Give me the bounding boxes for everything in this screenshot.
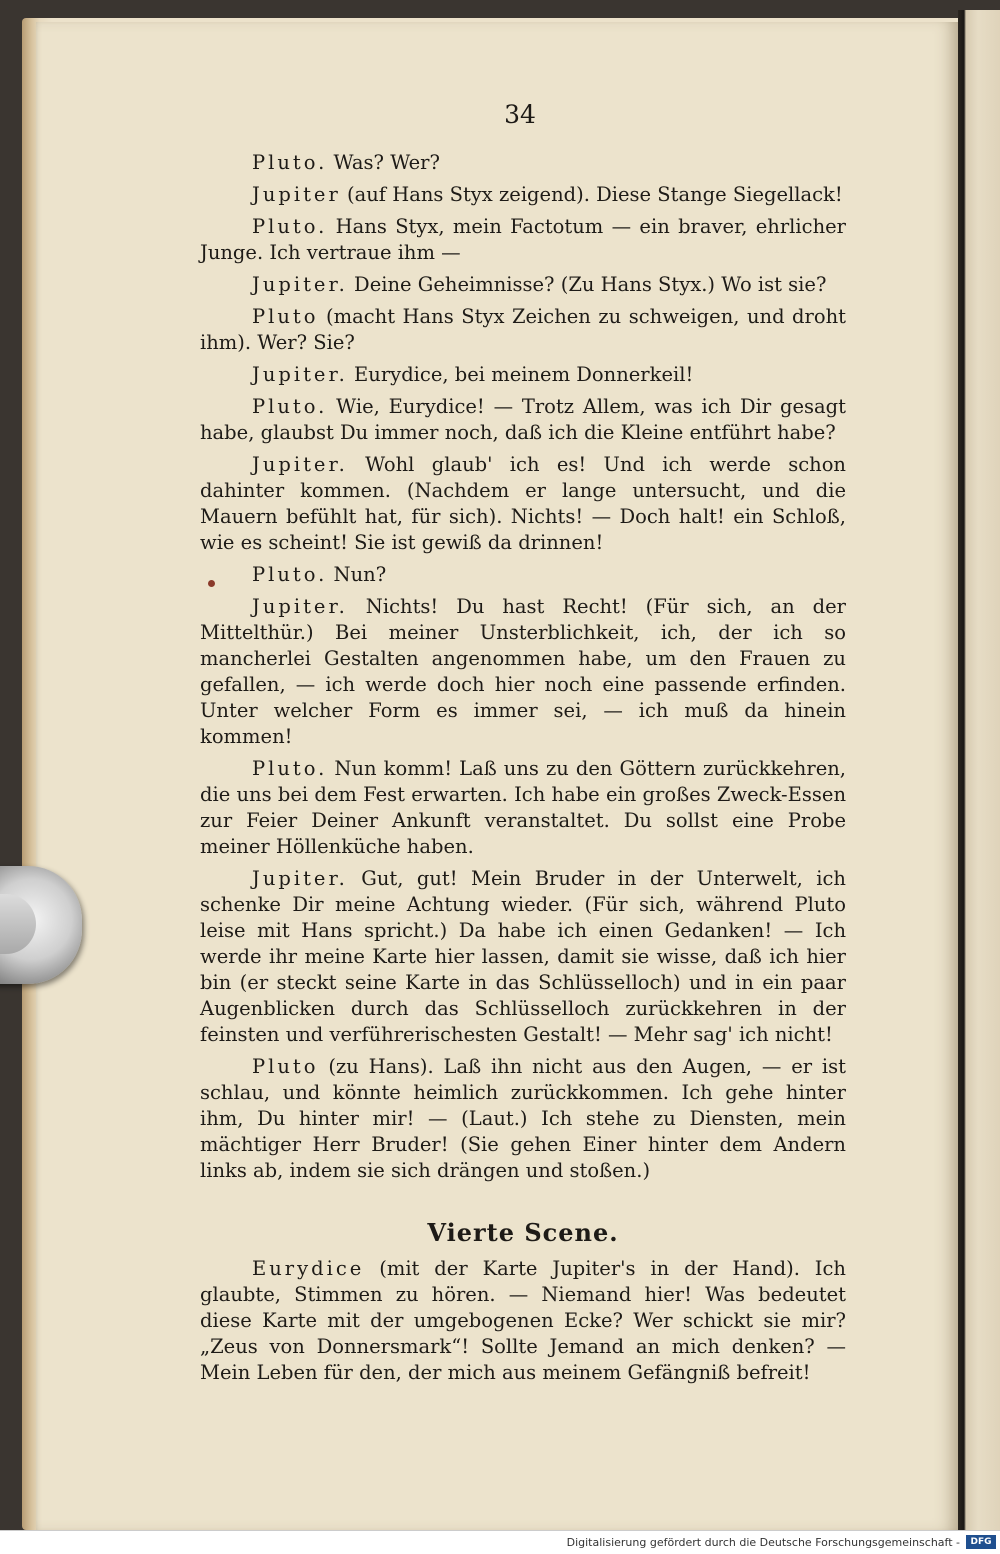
paragraph-text: (mit der Karte Jupiter's in der Hand). Ich glaubte, Stimmen zu hören. — Niemand hier! Was bedeutet diese Karte mit der umgebogenen Ecke? Wer schickt sie mir? „Zeus von Donnersmark“! Sollte Jemand an mich denken? — Mein Leben für den, der mich aus meinem Gefängniß befreit!	[200, 1257, 846, 1384]
paragraph	[200, 452, 846, 556]
paragraph-text: (auf Hans Styx zeigend). Diese Stange Siegellack!	[340, 183, 843, 206]
paragraph-text: Hans Styx, mein Factotum — ein braver, ehrlicher Junge. Ich vertraue ihm —	[200, 215, 846, 264]
paragraph-text: Eurydice, bei meinem Donnerkeil!	[347, 363, 694, 386]
footer-credit: Digitalisierung gefördert durch die Deutsche Forschungsgemeinschaft -	[566, 1536, 960, 1549]
paragraph	[200, 362, 846, 388]
paragraph	[200, 1256, 846, 1386]
paragraph-text: (zu Hans). Laß ihn nicht aus den Augen, — er ist schlau, und könnte heimlich zurückkommen. Ich gehe hinter ihm, Du hinter mir! — (Laut.) Ich stehe zu Diensten, mein mächtiger Herr Bruder! (Sie gehen Einer hinter dem Andern links ab, indem sie sich drängen und stoßen.)	[200, 1055, 846, 1182]
speaker-name: Pluto	[252, 305, 319, 328]
page-number: 34	[504, 100, 536, 129]
facing-page-edge	[958, 10, 1000, 1530]
speaker-name: Pluto.	[252, 151, 328, 174]
speaker-name: Jupiter.	[252, 453, 348, 476]
paragraph-text: Nun?	[327, 563, 387, 586]
paragraph	[200, 304, 846, 356]
paragraph	[200, 594, 846, 750]
paragraph-text: Nun komm! Laß uns zu den Göttern zurückkehren, die uns bei dem Fest erwarten. Ich habe ein großes Zweck-Essen zur Feier Deiner Ankunft veranstaltet. Du sollst eine Probe meiner Höllenküche haben.	[200, 757, 846, 858]
paragraph-text: Deine Geheimnisse? (Zu Hans Styx.) Wo ist sie?	[347, 273, 827, 296]
speaker-name: Pluto.	[252, 757, 328, 780]
paragraph	[200, 562, 846, 588]
footer-bar	[0, 1530, 1000, 1554]
speaker-name: Pluto	[252, 1055, 319, 1078]
speaker-name: Eurydice	[252, 1257, 365, 1280]
scene-heading: Vierte Scene.	[427, 1218, 619, 1247]
speaker-name: Jupiter.	[252, 595, 348, 618]
page-clip-inner	[0, 894, 36, 954]
paragraph-text: Gut, gut! Mein Bruder in der Unterwelt, ich schenke Dir meine Achtung wieder. (Für sich, während Pluto leise mit Hans spricht.) Da habe ich einen Gedanken! — Ich werde ihr meine Karte hier lassen, damit sie wisse, daß ich hier bin (er steckt seine Karte in das Schlüsselloch) und in ein paar Augenblicken durch das Schlüsselloch zurückkehren in der feinsten und verführerischesten Gestalt! — Mehr sag' ich nicht!	[200, 867, 846, 1046]
paragraph	[200, 394, 846, 446]
speaker-name: Pluto.	[252, 563, 328, 586]
speaker-name: Jupiter.	[252, 867, 348, 890]
paragraph-text: Wie, Eurydice! — Trotz Allem, was ich Dir gesagt habe, glaubst Du immer noch, daß ich die Kleine entführt habe?	[200, 395, 846, 444]
paragraph	[200, 214, 846, 266]
paragraph-text: (macht Hans Styx Zeichen zu schweigen, und droht ihm). Wer? Sie?	[200, 305, 846, 354]
paragraph-text: Nichts! Du hast Recht! (Für sich, an der Mittelthür.) Bei meiner Unsterblichkeit, ich, der ich so mancherlei Gestalten angenommen habe, um den Frauen zu gefallen, — ich werde doch hier noch eine passende erfinden. Unter welcher Form es immer sei, — ich muß da hinein kommen!	[200, 595, 846, 748]
speaker-name: Pluto.	[252, 215, 328, 238]
page-body	[200, 150, 846, 1392]
speaker-name: Jupiter	[252, 183, 341, 206]
dfg-logo: DFG	[966, 1535, 996, 1549]
paragraph	[200, 756, 846, 860]
speaker-name: Jupiter.	[252, 273, 348, 296]
paragraph	[200, 272, 846, 298]
speaker-name: Jupiter.	[252, 363, 348, 386]
paragraph	[200, 150, 846, 176]
paragraph-text: Wohl glaub' ich es! Und ich werde schon dahinter kommen. (Nachdem er lange untersucht, und die Mauern befühlt hat, für sich). Nichts! — Doch halt! ein Schloß, wie es scheint! Sie ist gewiß da drinnen!	[200, 453, 846, 554]
paragraph	[200, 1054, 846, 1184]
paragraph	[200, 182, 846, 208]
paragraph-text: Was? Wer?	[327, 151, 440, 174]
paragraph	[200, 866, 846, 1048]
speaker-name: Pluto.	[252, 395, 328, 418]
